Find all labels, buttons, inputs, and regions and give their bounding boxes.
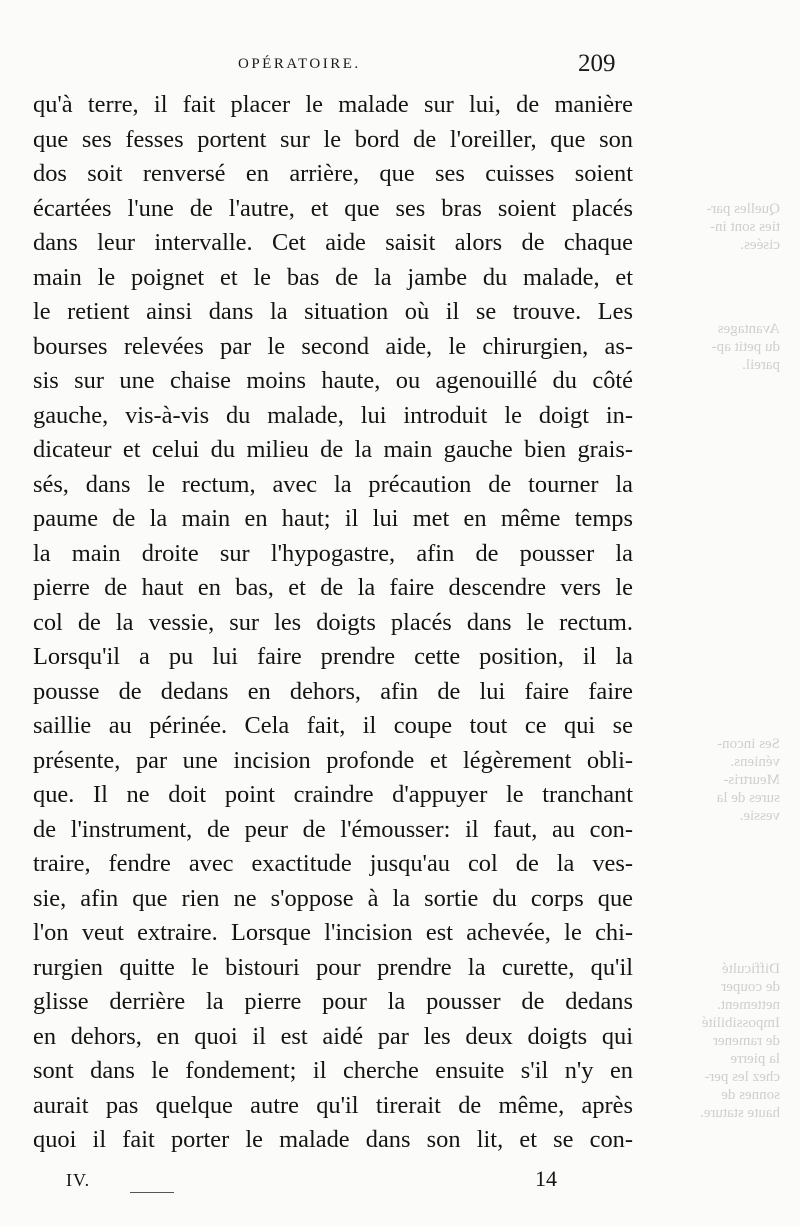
text-line: glisse derrière la pierre pour la pousser de dedans: [33, 988, 633, 1015]
body-text: [33, 88, 633, 1158]
text-line: Lorsqu'il a pu lui faire prendre cette position, il la: [33, 643, 633, 670]
text-line: dicateur et celui du milieu de la main gauche bien grais-: [33, 436, 633, 463]
text-line: pierre de haut en bas, et de la faire descendre vers le: [33, 574, 633, 601]
show-through-line: Meurtris-: [723, 772, 780, 788]
show-through-line: la pierre: [730, 1051, 780, 1067]
page-number: 209: [578, 50, 616, 77]
text-line: saillie au périnée. Cela fait, il coupe tout ce qui se: [33, 712, 633, 739]
show-through-note-2: [640, 320, 780, 374]
show-through-line: de ramener: [712, 1033, 780, 1049]
show-through-line: Avantages: [717, 321, 780, 337]
text-line: main le poignet et le bas de la jambe du malade, et: [33, 263, 633, 291]
show-through-line: de couper: [721, 979, 780, 995]
text-line: paume de la main en haut; il lui met en même temps: [33, 505, 633, 532]
show-through-line: sonnes de: [721, 1087, 780, 1103]
text-line: dans leur intervalle. Cet aide saisit alors de chaque: [33, 229, 633, 256]
text-line: pousse de dedans en dehors, afin de lui faire faire: [33, 677, 633, 705]
text-line: sis sur une chaise moins haute, ou agenouillé du côté: [33, 367, 633, 394]
text-line: dos soit renversé en arrière, que ses cuisses soient: [33, 160, 633, 187]
show-through-line: haute stature.: [700, 1105, 780, 1121]
show-through-line: Quelles par-: [706, 201, 780, 217]
text-line: quoi il fait porter le malade dans son lit, et se con-: [33, 1126, 633, 1153]
text-line: présente, par une incision profonde et légèrement obli-: [33, 746, 633, 774]
show-through-line: ties sont in-: [710, 219, 780, 235]
text-line: qu'à terre, il fait placer le malade sur lui, de manière: [33, 91, 633, 118]
text-line: sés, dans le rectum, avec la précaution de tourner la: [33, 470, 633, 498]
text-line: de l'instrument, de peur de l'émousser: il faut, au con-: [33, 815, 633, 843]
show-through-line: Ses incon-: [717, 736, 780, 752]
text-line: que. Il ne doit point craindre d'appuyer le tranchant: [33, 781, 633, 808]
text-line: l'on veut extraire. Lorsque l'incision est achevée, le chi-: [33, 919, 633, 946]
text-line: gauche, vis-à-vis du malade, lui introduit le doigt in-: [33, 401, 633, 429]
text-line: rurgien quitte le bistouri pour prendre la curette, qu'il: [33, 953, 633, 981]
signature-rule: [130, 1192, 174, 1193]
show-through-line: du petit ap-: [711, 339, 780, 355]
text-line: sie, afin que rien ne s'oppose à la sortie du corps que: [33, 884, 633, 912]
text-line: écartées l'une de l'autre, et que ses bras soient placés: [33, 194, 633, 222]
show-through-line: nettement.: [717, 997, 780, 1013]
text-line: que ses fesses portent sur le bord de l'oreiller, que son: [33, 125, 633, 153]
show-through-line: sures de la: [716, 790, 780, 806]
show-through-line: vessie.: [739, 808, 780, 824]
text-line: la main droite sur l'hypogastre, afin de pousser la: [33, 539, 633, 567]
show-through-line: pareil.: [742, 357, 780, 373]
show-through-line: Impossibilité: [701, 1015, 780, 1031]
show-through-note-3: [640, 735, 780, 825]
text-line: aurait pas quelque autre qu'il tirerait de même, après: [33, 1091, 633, 1119]
text-line: en dehors, en quoi il est aidé par les deux doigts qui: [33, 1022, 633, 1050]
text-line: traire, fendre avec exactitude jusqu'au col de la ves-: [33, 850, 633, 877]
text-line: bourses relevées par le second aide, le chirurgien, as-: [33, 332, 633, 360]
show-through-line: cisées.: [740, 237, 780, 253]
show-through-line: véniens.: [730, 754, 780, 770]
folio-number: 14: [535, 1166, 557, 1191]
show-through-note-1: [640, 200, 780, 254]
show-through-line: Difficulté: [721, 961, 780, 977]
show-through-note-4: [640, 960, 780, 1122]
show-through-line: chez les per-: [704, 1069, 780, 1085]
text-line: col de la vessie, sur les doigts placés dans le rectum.: [33, 608, 633, 636]
running-head: OPÉRATOIRE.: [238, 56, 361, 72]
text-line: le retient ainsi dans la situation où il se trouve. Les: [33, 298, 633, 325]
signature-mark: IV.: [66, 1170, 91, 1190]
text-line: sont dans le fondement; il cherche ensuite s'il n'y en: [33, 1057, 633, 1084]
